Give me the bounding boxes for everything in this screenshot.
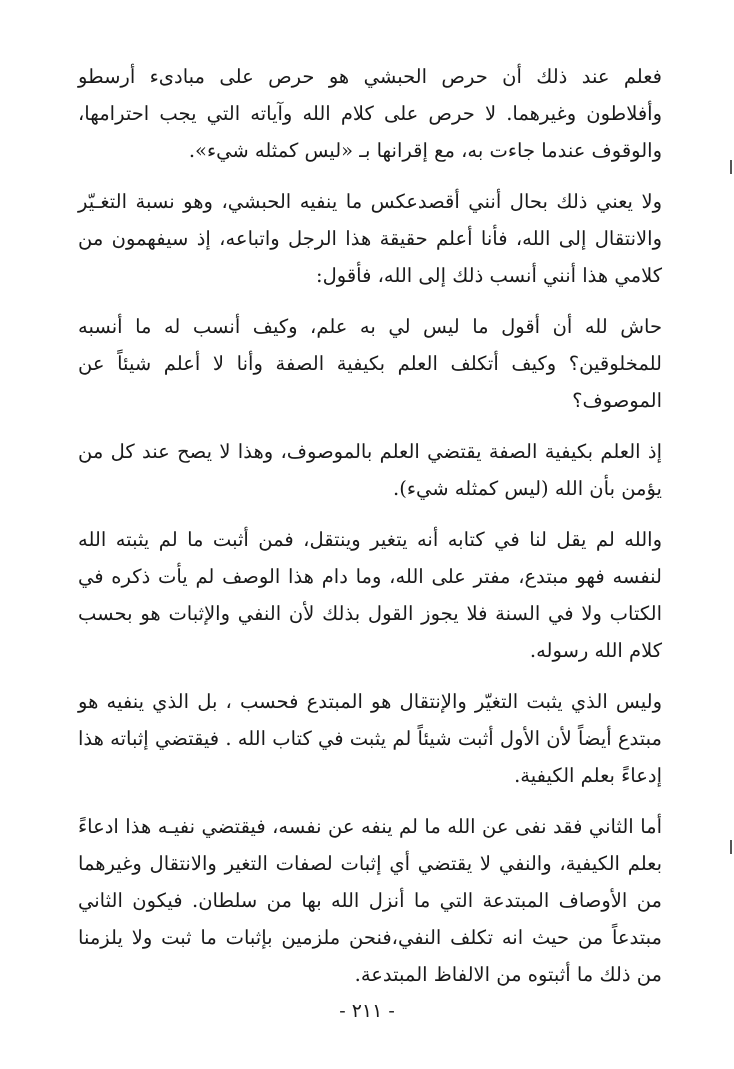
page-number: - ٢١١ - <box>339 1000 395 1022</box>
scan-edge-mark <box>730 840 732 854</box>
paragraph-3: حاش لله أن أقول ما ليس لي به علم، وكيف أنسب له ما أنسبه للمخلوقين؟ وكيف أتكلف العلم بكيفية الصفة وأنا لا أعلم شيئاً عن الموصوف؟ <box>78 315 662 412</box>
body-text <box>78 58 662 1007</box>
paragraph-6: وليس الذي يثبت التغيّر والإنتقال هو المبتدع فحسب ، بل الذي ينفيه هو مبتدع أيضاً لأن الأول أثبت شيئاً لم يثبت في كتاب الله . فيقتضي إثباته هذا إدعاءً بعلم الكيفية. <box>78 690 662 787</box>
paragraph-4: إذ العلم بكيفية الصفة يقتضي العلم بالموصوف، وهذا لا يصح عند كل من يؤمن بأن الله (ليس كمثله شيء). <box>78 440 662 500</box>
paragraph-2: ولا يعني ذلك بحال أنني أقصدعكس ما ينفيه الحبشي، وهو نسبة التغـيّر والانتقال إلى الله، فأنا أعلم حقيقة هذا الرجل واتباعه، إذ سيفهمون من كلامي هذا أنني أنسب ذلك إلى الله، فأقول: <box>78 190 662 287</box>
scan-edge-mark <box>730 160 732 174</box>
paragraph-7: أما الثاني فقد نفى عن الله ما لم ينفه عن نفسه، فيقتضي نفيـه هذا ادعاءً بعلم الكيفية، والنفي لا يقتضي أي إثبات لصفات التغير والانتقال وغيرهما من الأوصاف المبتدعة التي ما أنزل الله بها من سلطان. فيكون الثاني مبتدعاً من حيث انه تكلف النفي،فنحن ملزمين بإثبات ما ثبت ولا يلزمنا من ذلك ما أثبتوه من الالفاظ المبتدعة. <box>78 815 662 986</box>
paragraph-1: فعلم عند ذلك أن حرص الحبشي هو حرص على مبادىء أرسطو وأفلاطون وغيرهما. لا حرص على كلام الله وآياته التي يجب احترامها، والوقوف عندما جاءت به، مع إقرانها بـ «ليس كمثله شيء». <box>78 65 662 162</box>
paragraph-5: والله لم يقل لنا في كتابه أنه يتغير وينتقل، فمن أثبت ما لم يثبته الله لنفسه فهو مبتدع، مفتر على الله، وما دام هذا الوصف لم يأت ذكره في الكتاب ولا في السنة فلا يجوز القول بذلك لأن النفي والإثبات هو بحسب كلام الله رسوله. <box>78 528 662 662</box>
